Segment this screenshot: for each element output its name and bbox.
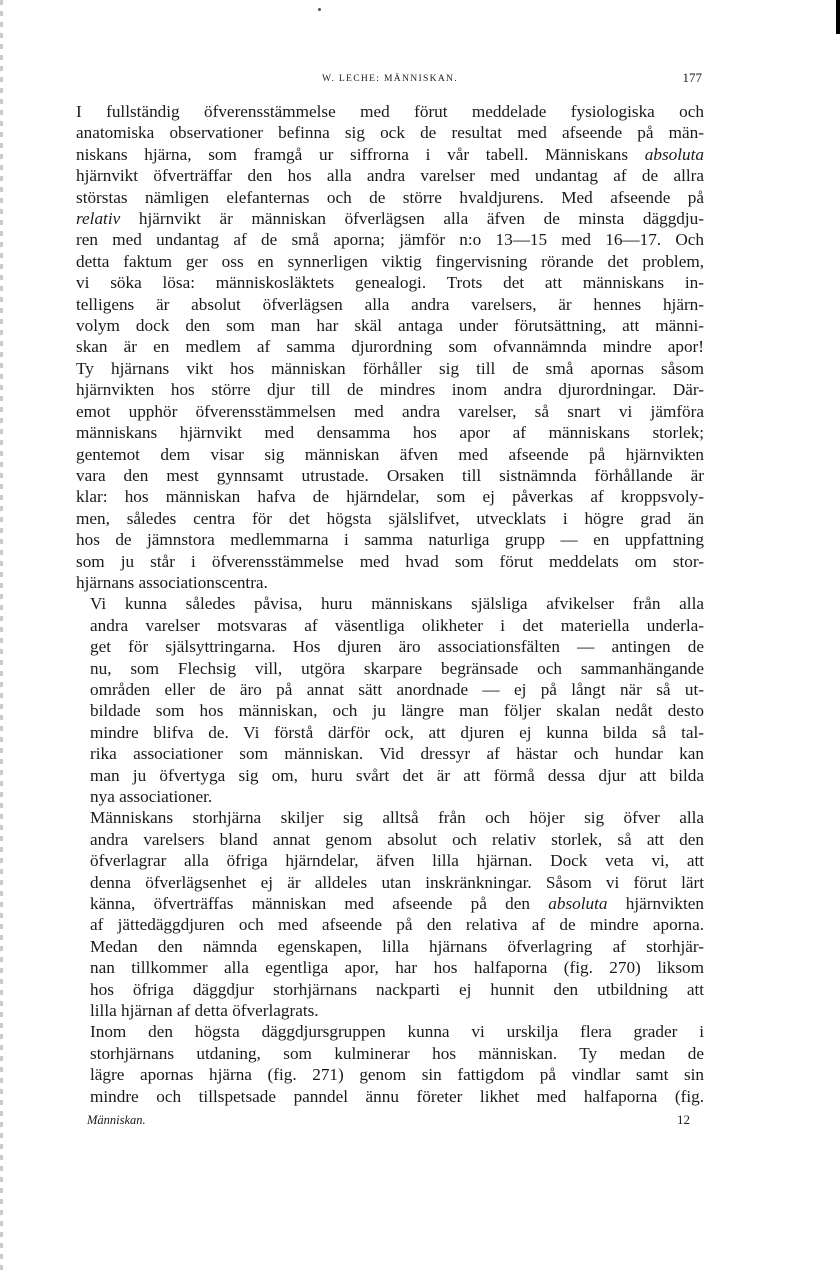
text-line: get för själsyttringarna. Hos djuren äro associationsfälten — antingen de bbox=[90, 637, 704, 657]
text-line: skan är en medlem af samma djurordning som ofvannämnda mindre apor! bbox=[76, 337, 704, 357]
text-line: hjärnans associationscentra. bbox=[76, 572, 268, 592]
text-line: andra varelser motsvaras af väsentliga olikheter i det materiella underla- bbox=[90, 615, 704, 635]
paragraph bbox=[76, 1021, 704, 1107]
text-line: nan tillkommer alla egentliga apor, har hos halfaporna (fig. 270) liksom bbox=[90, 958, 704, 978]
text-line: mindre blifva de. Vi förstå därför ock, att djuren ej kunna bilda så tal- bbox=[90, 722, 704, 742]
text-line: storhjärnans utdaning, som kulminerar hos människan. Ty medan de bbox=[90, 1043, 704, 1063]
text-line: rika associationer som människan. Vid dressyr af hästar och hundar kan bbox=[90, 744, 704, 764]
text-line: nu, som Flechsig vill, utgöra skarpare begränsade och sammanhängande bbox=[90, 658, 704, 678]
paragraph bbox=[76, 593, 704, 807]
text-line: gentemot dem visar sig människan äfven med afseende på hjärnvikten bbox=[76, 444, 704, 464]
text-line: volym dock den som man har skäl antaga under förutsättning, att männi- bbox=[76, 316, 704, 336]
running-head bbox=[76, 68, 704, 90]
text-line: emot upphör öfverensstämmelsen med andra varelser, så snart vi jämföra bbox=[76, 401, 704, 421]
text-line: I fullständig öfverensstämmelse med förut meddelade fysiologiska och bbox=[76, 102, 704, 121]
book-page bbox=[76, 68, 705, 1127]
text-line: klar: hos människan hafva de hjärndelar, som ej påverkas af kroppsvoly- bbox=[76, 487, 704, 507]
text-line: som ju står i öfverensstämmelse med hvad som förut meddelats om stor- bbox=[76, 551, 704, 571]
page-footer bbox=[76, 1113, 704, 1131]
paragraph bbox=[76, 101, 704, 593]
text-line: lägre apornas hjärna (fig. 271) genom sin fattigdom på vindlar samt sin bbox=[90, 1065, 704, 1085]
text-line: känna, öfverträffas människan med afseende på den absoluta hjärnvikten bbox=[90, 894, 705, 914]
text-line: lilla hjärnan af detta öfverlagrats. bbox=[90, 1001, 319, 1021]
text-line: hjärnvikt öfverträffar den hos alla andra varelser med undantag af de allra bbox=[76, 166, 704, 186]
text-line: detta faktum ger oss en synnerligen viktig fingervisning rörande det problem, bbox=[76, 251, 704, 271]
text-line: telligens är absolut öfverlägsen alla andra varelsers, är hennes hjärn- bbox=[76, 294, 704, 314]
scan-edge-left bbox=[0, 0, 3, 1272]
page-number: 177 bbox=[682, 70, 702, 85]
scan-speck bbox=[318, 8, 321, 11]
text-line: vi söka lösa: människosläktets genealogi. Trots det att människans in- bbox=[76, 273, 704, 293]
sheet-number: 12 bbox=[677, 1112, 690, 1127]
text-line: ren med undantag af de små aporna; jämför n:o 13—15 med 16—17. Och bbox=[76, 230, 704, 250]
scan-edge-right bbox=[836, 0, 840, 34]
emphasis: absoluta bbox=[548, 894, 608, 914]
text-line: af jättedäggdjuren och med afseende på den relativa af de mindre aporna. bbox=[90, 915, 704, 935]
text-line: relativ hjärnvikt är människan öfverlägsen alla äfven de minsta däggdju- bbox=[76, 209, 704, 229]
text-line: man ju öfvertyga sig om, huru svårt det är att förmå dessa djur att bilda bbox=[90, 765, 704, 785]
text-line: störstas nämligen elefanternas och de större hvaldjurens. Med afseende på bbox=[76, 187, 704, 207]
text-line: andra varelsers bland annat genom absolut och relativ storlek, så att den bbox=[90, 829, 704, 849]
text-line: hos öfriga däggdjur storhjärnans nackparti ej hunnit den utbildning att bbox=[90, 979, 704, 999]
signature-mark: Människan. bbox=[87, 1113, 146, 1127]
text-line: Medan den nämnda egenskapen, lilla hjärnans öfverlagring af storhjär- bbox=[90, 936, 704, 956]
text-line: vara den mest gynnsamt utrustade. Orsaken till sistnämnda förhållande är bbox=[76, 465, 704, 485]
text-line: mindre och tillspetsade panndel ännu företer likhet med halfaporna (fig. bbox=[90, 1086, 704, 1106]
text-line: öfverlagrar alla öfriga hjärndelar, äfven lilla hjärnan. Dock veta vi, att bbox=[90, 851, 704, 871]
text-line: men, således centra för det högsta själslifvet, utvecklats i högre grad än bbox=[76, 508, 704, 528]
text-line: bildade som hos människan, och ju längre man följer skalan nedåt desto bbox=[90, 701, 704, 721]
text-line: människans hjärnvikt med densamma hos apor af människans storlek; bbox=[76, 423, 704, 443]
paragraph bbox=[76, 807, 704, 1021]
text-line: anatomiska observationer befinna sig ock de resultat med afseende på män- bbox=[76, 123, 704, 143]
text-line: Inom den högsta däggdjursgruppen kunna vi urskilja flera grader i bbox=[90, 1022, 704, 1042]
text-line: Människans storhjärna skiljer sig alltså från och höjer sig öfver alla bbox=[90, 808, 704, 828]
text-line: områden eller de äro på annat sätt anordnade — ej på långt när så ut- bbox=[90, 679, 704, 699]
text-line: Vi kunna således påvisa, huru människans själsliga afvikelser från alla bbox=[90, 594, 704, 614]
text-line: nya associationer. bbox=[90, 787, 213, 806]
text-line: denna öfverlägsenhet ej är alldeles utan inskränkningar. Såsom vi förut lärt bbox=[90, 872, 704, 892]
text-line: Ty hjärnans vikt hos människan förhåller sig till de små apornas såsom bbox=[76, 358, 704, 378]
text-line: hos de jämnstora medlemmarna i samma naturliga grupp — en uppfattning bbox=[76, 530, 704, 550]
running-title: W. LECHE: MÄNNISKAN. bbox=[322, 73, 458, 84]
emphasis: absoluta bbox=[644, 144, 704, 164]
body-text bbox=[76, 101, 704, 1107]
text-line: hjärnvikten hos större djur till de mindres inom andra djurordningar. Där- bbox=[76, 380, 704, 400]
text-line: niskans hjärna, som framgå ur siffrorna i vår tabell. Människans absoluta bbox=[76, 144, 704, 164]
emphasis: relativ bbox=[76, 209, 121, 229]
